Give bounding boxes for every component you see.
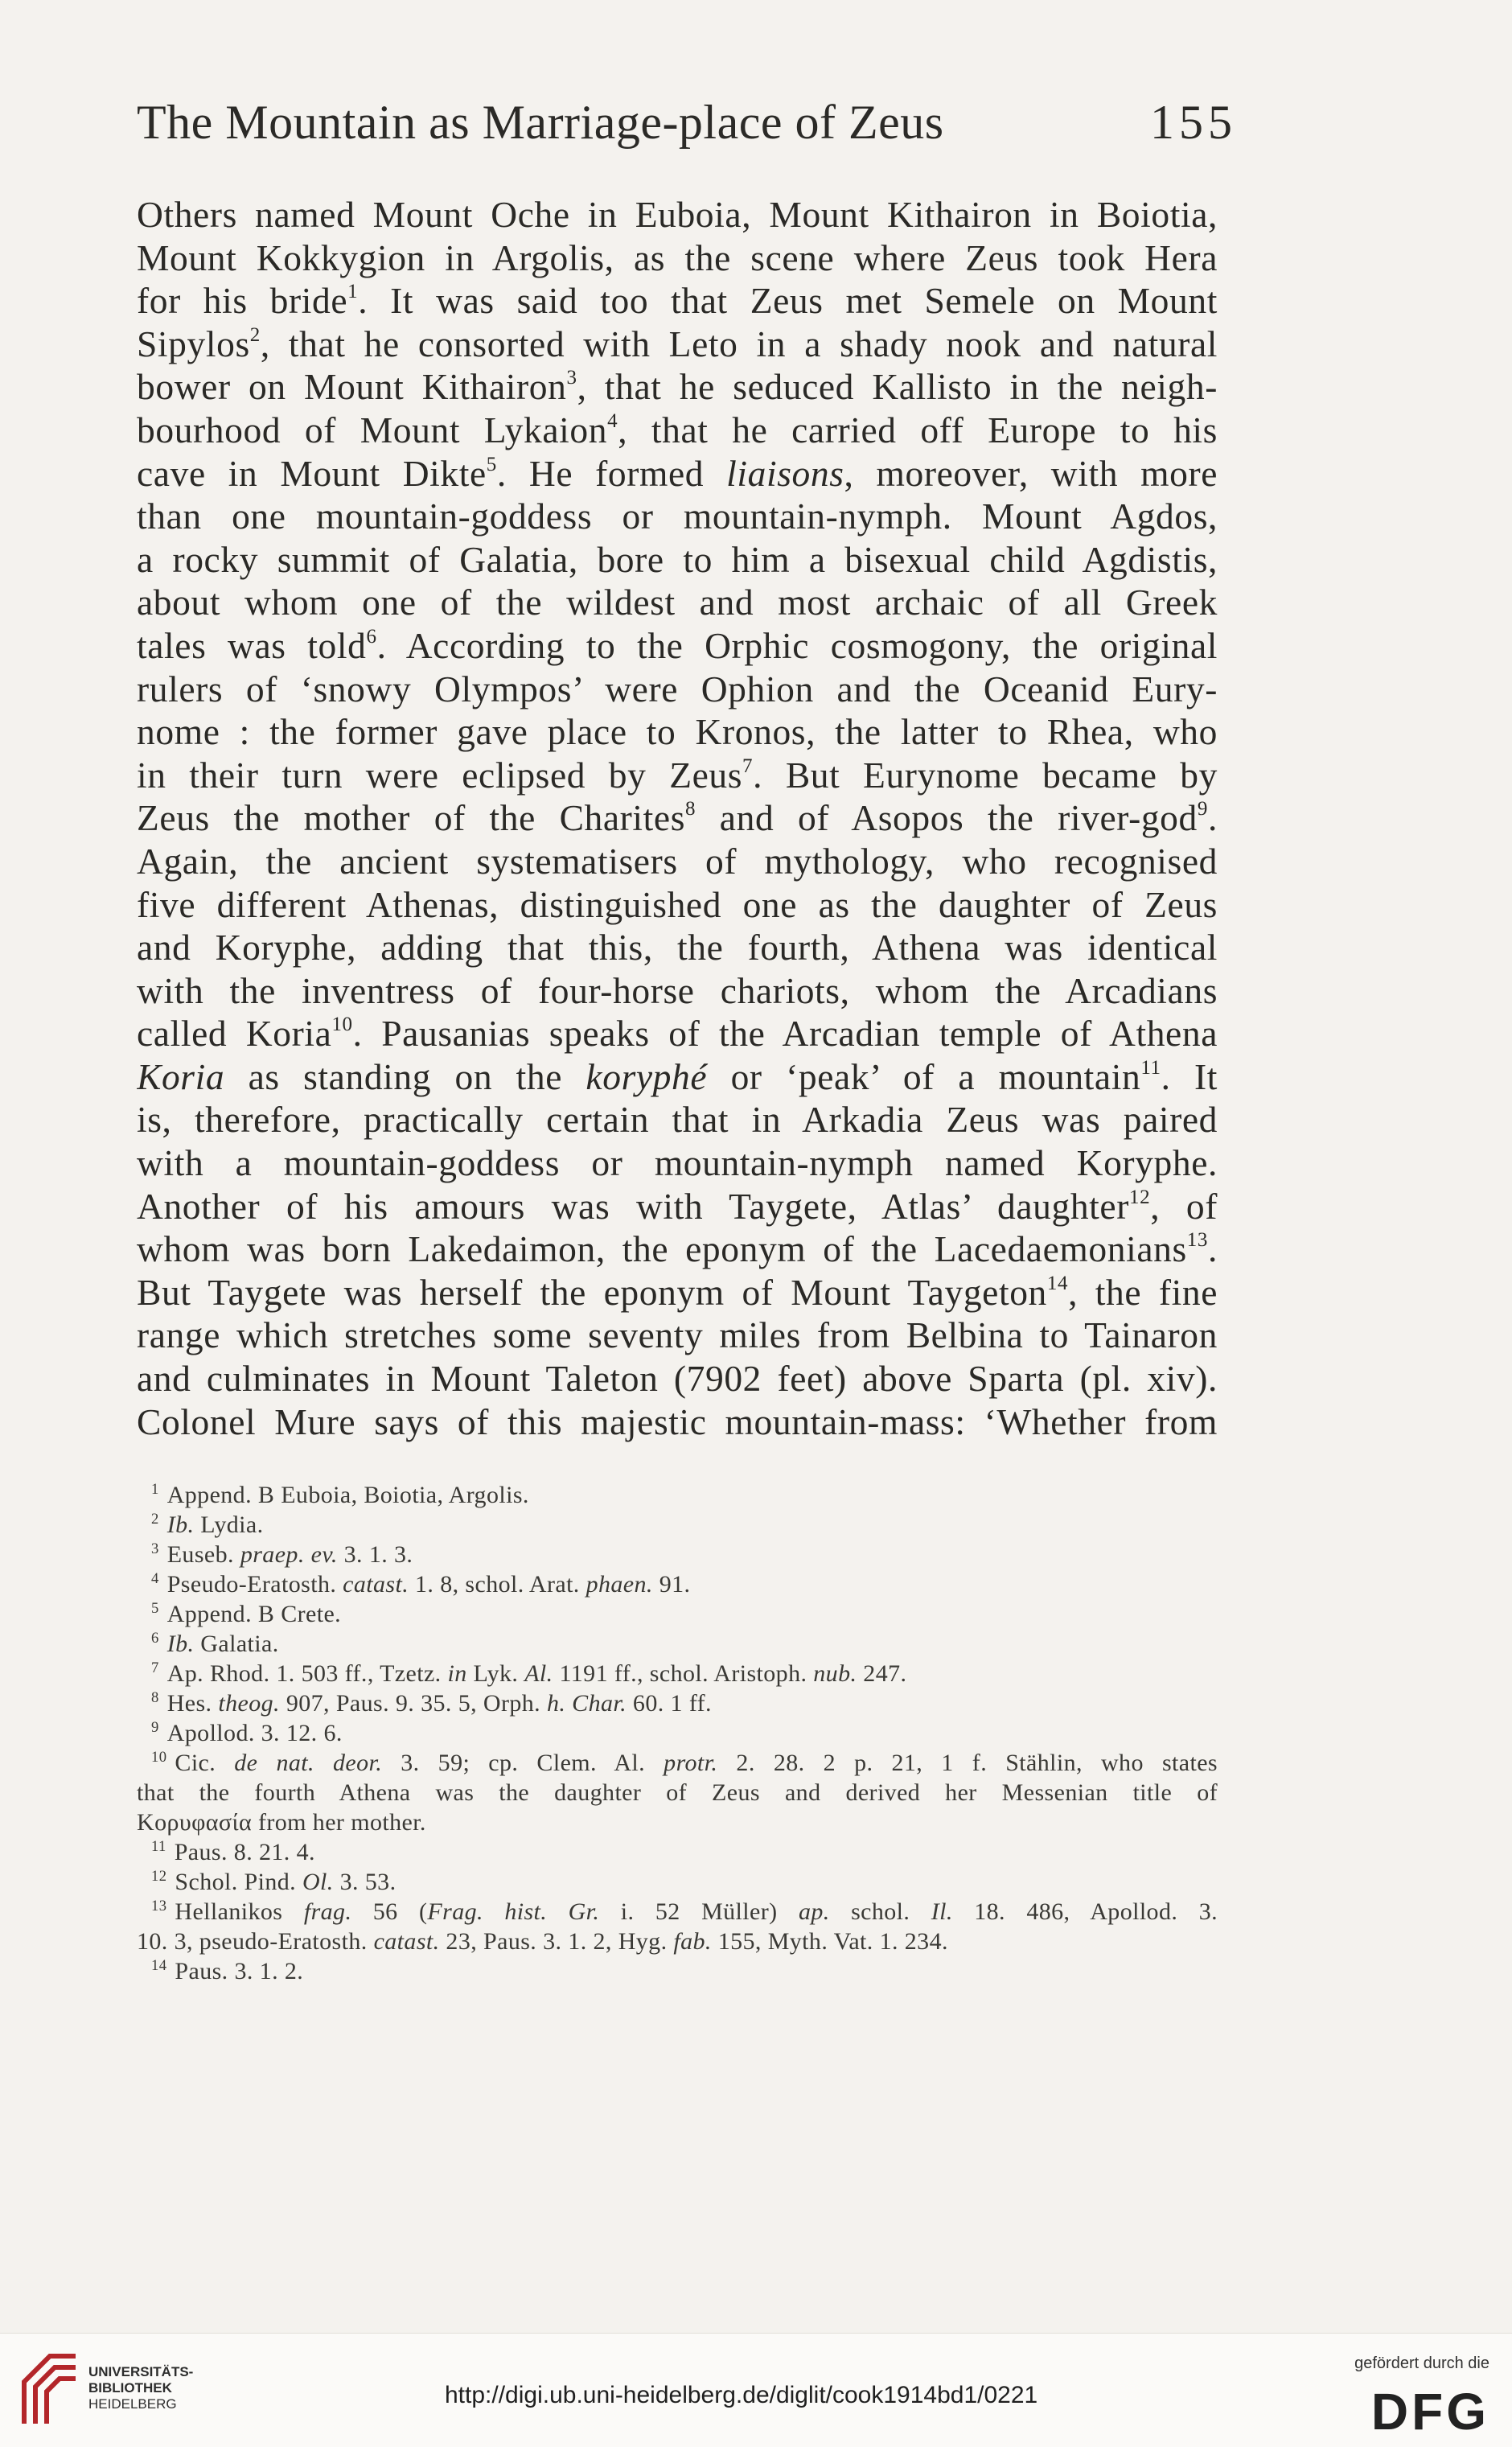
text-run: Others named Mount Oche in Euboia, Mount Kithairon in Boiotia, bbox=[137, 194, 1218, 235]
footnote-number: 9 bbox=[151, 1718, 159, 1736]
text-line bbox=[137, 279, 1218, 323]
text-run: . bbox=[1208, 797, 1218, 839]
italic-text: Il. bbox=[931, 1898, 953, 1925]
text-run: Galatia. bbox=[194, 1631, 279, 1657]
text-run: 907, Paus. 9. 35. 5, Orph. bbox=[279, 1690, 547, 1717]
footnote-ref: 10 bbox=[331, 1014, 353, 1036]
text-run: . It was said too that Zeus met Semele on Mount bbox=[358, 280, 1218, 322]
footnote-continuation bbox=[137, 1807, 1218, 1837]
footnote-ref: 2 bbox=[249, 324, 261, 347]
text-run: Lydia. bbox=[194, 1511, 264, 1538]
text-run: 56 ( bbox=[351, 1898, 428, 1925]
footnote bbox=[137, 1718, 1218, 1748]
text-run: , of bbox=[1150, 1185, 1218, 1227]
text-run: Κορυφασία from her mother. bbox=[137, 1809, 426, 1836]
text-line bbox=[137, 1012, 1218, 1055]
footnote-continuation bbox=[137, 1927, 1218, 1956]
text-run: Append. B Euboia, Boiotia, Argolis. bbox=[166, 1482, 529, 1508]
footnote-ref: 4 bbox=[607, 410, 618, 433]
italic-text: protr. bbox=[664, 1750, 718, 1776]
text-line bbox=[137, 452, 1218, 496]
library-name-line-1: UNIVERSITÄTS- bbox=[88, 2364, 194, 2379]
text-line bbox=[137, 840, 1218, 883]
text-line bbox=[137, 1357, 1218, 1400]
text-run: 247. bbox=[857, 1660, 907, 1687]
text-line bbox=[137, 409, 1218, 452]
footnote-number: 1 bbox=[151, 1480, 159, 1498]
text-run: Hes. bbox=[166, 1690, 219, 1717]
italic-text: in bbox=[447, 1660, 467, 1687]
text-run: 10. 3, pseudo-Eratosth. bbox=[137, 1928, 374, 1955]
italic-text: nub. bbox=[813, 1660, 857, 1687]
footnote bbox=[137, 1629, 1218, 1659]
text-run: Hellanikos bbox=[175, 1898, 304, 1925]
text-run: a rocky summit of Galatia, bore to him a bisexual child Agdistis, bbox=[137, 538, 1218, 580]
footnote-number: 2 bbox=[151, 1510, 159, 1528]
footnote-ref: 14 bbox=[1046, 1273, 1069, 1295]
text-run: Another of his amours was with Taygete, Atlas’ daughter bbox=[137, 1185, 1129, 1227]
text-line bbox=[137, 1098, 1218, 1141]
permalink-url[interactable]: http://digi.ub.uni-heidelberg.de/diglit/cook1914bd1/0221 bbox=[445, 2382, 1038, 2408]
text-line bbox=[137, 969, 1218, 1013]
text-run: Apollod. 3. 12. 6. bbox=[166, 1720, 343, 1746]
footnote bbox=[137, 1897, 1218, 1927]
text-run: 60. 1 ff. bbox=[627, 1690, 712, 1717]
footnote bbox=[137, 1748, 1218, 1778]
text-line bbox=[137, 883, 1218, 927]
text-run: . According to the Orphic cosmogony, the original bbox=[376, 624, 1218, 666]
italic-text: praep. ev. bbox=[240, 1541, 338, 1568]
footnote-ref: 12 bbox=[1128, 1186, 1151, 1208]
text-line bbox=[137, 1141, 1218, 1185]
footnote-number: 6 bbox=[151, 1629, 159, 1647]
text-run: cave in Mount Dikte bbox=[137, 452, 487, 494]
text-run: with a mountain-goddess or mountain-nymph named Koryphe. bbox=[137, 1142, 1218, 1184]
italic-text: Frag. hist. Gr. bbox=[427, 1898, 600, 1925]
text-run: Paus. 8. 21. 4. bbox=[174, 1839, 315, 1865]
italic-text: Ib. bbox=[166, 1511, 195, 1538]
italic-text: Ib. bbox=[166, 1631, 195, 1657]
funder-logo: DFG bbox=[1370, 2383, 1489, 2441]
footnote bbox=[137, 1867, 1218, 1897]
italic-text: Al. bbox=[524, 1660, 553, 1687]
footnote bbox=[137, 1688, 1218, 1718]
footnote-number: 8 bbox=[151, 1688, 159, 1706]
text-line bbox=[137, 495, 1218, 538]
text-line bbox=[137, 538, 1218, 582]
italic-text: Koria bbox=[137, 1055, 225, 1097]
text-run: called Koria bbox=[137, 1013, 332, 1055]
footnote bbox=[137, 1956, 1218, 1986]
text-run: bower on Mount Kithairon bbox=[137, 366, 567, 408]
italic-text: phaen. bbox=[585, 1571, 653, 1598]
text-line bbox=[137, 624, 1218, 668]
text-run: Lyk. bbox=[466, 1660, 525, 1687]
footnote-ref: 9 bbox=[1197, 798, 1208, 820]
funder-note: gefördert durch die bbox=[1354, 2354, 1489, 2372]
footnote-ref: 13 bbox=[1186, 1229, 1209, 1252]
text-run: . He formed bbox=[496, 452, 727, 494]
text-run: Cic. bbox=[175, 1750, 235, 1776]
text-run: But Taygete was herself the eponym of Mount Taygeton bbox=[137, 1271, 1047, 1313]
text-run: Paus. 3. 1. 2. bbox=[175, 1958, 304, 1984]
body-text bbox=[137, 193, 1218, 1443]
text-run: Again, the ancient systematisers of mythology, who recognised bbox=[137, 840, 1218, 882]
text-line bbox=[137, 365, 1218, 409]
text-line bbox=[137, 668, 1218, 711]
footnote-number: 3 bbox=[151, 1540, 159, 1557]
footnote-number: 13 bbox=[151, 1897, 167, 1914]
text-run: for his bride bbox=[137, 280, 348, 322]
text-line bbox=[137, 796, 1218, 840]
text-run: than one mountain-goddess or mountain-nymph. Mount Agdos, bbox=[137, 496, 1218, 537]
text-run: Schol. Pind. bbox=[175, 1869, 302, 1895]
running-head bbox=[137, 95, 1237, 150]
text-run: Euseb. bbox=[166, 1541, 240, 1568]
footnote bbox=[137, 1569, 1218, 1599]
text-line bbox=[137, 1400, 1218, 1444]
text-run: 18. 486, Apollod. 3. bbox=[952, 1898, 1218, 1925]
chapter-title: The Mountain as Marriage-place of Zeus bbox=[137, 96, 944, 149]
library-name-line-2: BIBLIOTHEK bbox=[88, 2380, 172, 2396]
text-run: , that he consorted with Leto in a shady nook and natural bbox=[260, 323, 1218, 364]
text-line bbox=[137, 1271, 1218, 1314]
text-run: that the fourth Athena was the daughter of Zeus and derived her Messenian title of bbox=[137, 1779, 1218, 1806]
text-run: and Koryphe, adding that this, the fourth, Athena was identical bbox=[137, 927, 1218, 969]
footnote-ref: 1 bbox=[347, 281, 359, 303]
library-name-line-3: HEIDELBERG bbox=[88, 2396, 177, 2412]
footnote-ref: 3 bbox=[566, 367, 577, 389]
text-run: 3. 1. 3. bbox=[337, 1541, 413, 1568]
footnote bbox=[137, 1480, 1218, 1510]
text-run: Sipylos bbox=[137, 323, 250, 364]
footnote-number: 11 bbox=[151, 1837, 166, 1855]
italic-text: frag. bbox=[303, 1898, 352, 1925]
text-run: 155, Myth. Vat. 1. 234. bbox=[711, 1928, 948, 1955]
text-run: , that he carried off Europe to his bbox=[618, 409, 1218, 450]
italic-text: catast. bbox=[373, 1928, 440, 1955]
italic-text: koryphé bbox=[585, 1055, 708, 1097]
text-line bbox=[137, 1055, 1218, 1099]
text-run: Pseudo-Eratosth. bbox=[166, 1571, 343, 1598]
italic-text: liaisons bbox=[726, 452, 844, 494]
text-line bbox=[137, 710, 1218, 754]
digitization-footer bbox=[0, 2333, 1512, 2447]
text-line bbox=[137, 1228, 1218, 1271]
text-run: . Pausanias speaks of the Arcadian temple of Athena bbox=[352, 1013, 1218, 1055]
footnote-ref: 11 bbox=[1140, 1057, 1161, 1080]
text-run: 3. 53. bbox=[333, 1869, 396, 1895]
footnote bbox=[137, 1837, 1218, 1867]
text-run: Ap. Rhod. 1. 503 ff., Tzetz. bbox=[166, 1660, 448, 1687]
text-run: . But Eurynome became by bbox=[753, 754, 1218, 796]
text-run: , the fine bbox=[1068, 1271, 1218, 1313]
footnote-continuation bbox=[137, 1778, 1218, 1807]
text-run: 1. 8, schol. Arat. bbox=[409, 1571, 586, 1598]
text-run: 23, Paus. 3. 1. 2, Hyg. bbox=[439, 1928, 674, 1955]
italic-text: de nat. deor. bbox=[234, 1750, 383, 1776]
text-run: range which stretches some seventy miles from Belbina to Tainaron bbox=[137, 1314, 1218, 1356]
library-name bbox=[88, 2364, 193, 2412]
footnote-ref: 6 bbox=[366, 626, 377, 648]
footnote-ref: 5 bbox=[486, 453, 497, 475]
text-line bbox=[137, 1314, 1218, 1357]
footnote bbox=[137, 1510, 1218, 1540]
text-run: and culminates in Mount Taleton (7902 feet) above Sparta (pl. xiv). bbox=[137, 1358, 1218, 1400]
text-run: Append. B Crete. bbox=[166, 1601, 342, 1627]
text-run: . It bbox=[1161, 1055, 1218, 1097]
text-run: , that he seduced Kallisto in the neigh- bbox=[577, 366, 1218, 408]
text-run: Mount Kokkygion in Argolis, as the scene where Zeus took Hera bbox=[137, 236, 1218, 278]
text-run: bourhood of Mount Lykaion bbox=[137, 409, 608, 450]
text-run: 2. 28. 2 p. 21, 1 f. Stählin, who states bbox=[717, 1750, 1218, 1776]
text-run: 91. bbox=[652, 1571, 691, 1598]
text-run: whom was born Lakedaimon, the eponym of the Lacedaemonians bbox=[137, 1228, 1187, 1270]
text-run: schol. bbox=[829, 1898, 931, 1925]
footnote-number: 14 bbox=[151, 1956, 167, 1974]
text-line bbox=[137, 236, 1218, 280]
footnote-number: 5 bbox=[151, 1599, 159, 1617]
text-line bbox=[137, 323, 1218, 366]
text-run: tales was told bbox=[137, 624, 367, 666]
text-run: is, therefore, practically certain that in Arkadia Zeus was paired bbox=[137, 1099, 1218, 1141]
text-run: with the inventress of four-horse chariots, whom the Arcadians bbox=[137, 969, 1218, 1011]
footnote bbox=[137, 1599, 1218, 1629]
footnote-ref: 8 bbox=[685, 798, 696, 820]
text-line bbox=[137, 754, 1218, 797]
italic-text: Ol. bbox=[302, 1869, 334, 1895]
text-line bbox=[137, 926, 1218, 969]
text-run: about whom one of the wildest and most archaic of all Greek bbox=[137, 582, 1218, 623]
text-run: 1191 ff., schol. Aristoph. bbox=[553, 1660, 814, 1687]
text-line bbox=[137, 581, 1218, 624]
text-run: Zeus the mother of the Charites bbox=[137, 797, 686, 839]
footnote bbox=[137, 1540, 1218, 1569]
text-run: as standing on the bbox=[224, 1055, 586, 1097]
footnote-number: 10 bbox=[151, 1748, 167, 1766]
library-logo-icon bbox=[18, 2350, 82, 2430]
text-run: in their turn were eclipsed by Zeus bbox=[137, 754, 743, 796]
text-line bbox=[137, 1185, 1218, 1228]
italic-text: theog. bbox=[218, 1690, 280, 1717]
text-run: 3. 59; cp. Clem. Al. bbox=[382, 1750, 664, 1776]
text-run: . bbox=[1208, 1228, 1218, 1270]
footnote-number: 7 bbox=[151, 1659, 159, 1676]
italic-text: fab. bbox=[673, 1928, 712, 1955]
text-run: five different Athenas, distinguished one as the daughter of Zeus bbox=[137, 883, 1218, 925]
footnote-ref: 7 bbox=[742, 755, 754, 777]
footnote bbox=[137, 1659, 1218, 1688]
italic-text: h. Char. bbox=[546, 1690, 627, 1717]
text-run: and of Asopos the river-god bbox=[696, 797, 1198, 839]
footnote-number: 4 bbox=[151, 1569, 159, 1587]
text-run: rulers of ‘snowy Olympos’ were Ophion and the Oceanid Eury- bbox=[137, 668, 1218, 709]
italic-text: ap. bbox=[798, 1898, 830, 1925]
text-run: or ‘peak’ of a mountain bbox=[707, 1055, 1141, 1097]
text-run: , moreover, with more bbox=[844, 452, 1218, 494]
italic-text: catast. bbox=[343, 1571, 409, 1598]
text-run: Colonel Mure says of this majestic mountain-mass: ‘Whether from bbox=[137, 1400, 1218, 1442]
page-number: 155 bbox=[1150, 96, 1237, 149]
footnotes bbox=[137, 1480, 1218, 1986]
text-line bbox=[137, 193, 1218, 236]
footnote-number: 12 bbox=[151, 1867, 167, 1885]
text-run: i. 52 Müller) bbox=[599, 1898, 799, 1925]
text-run: nome : the former gave place to Kronos, the latter to Rhea, who bbox=[137, 711, 1218, 753]
